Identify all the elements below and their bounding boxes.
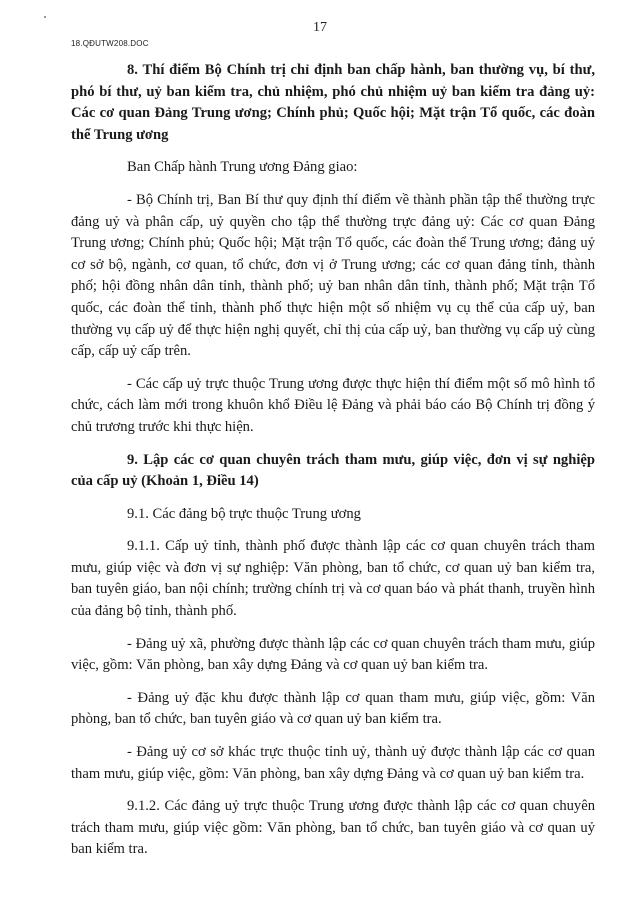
section-8-heading: 8. Thí điểm Bộ Chính trị chỉ định ban chấp hành, ban thường vụ, bí thư, phó bí thư, uỷ ban kiểm tra, chủ nhiệm, phó chủ nhiệm uỷ ban kiểm tra đảng uỷ: Các cơ quan Đảng Trung ương; Chính phủ; Quốc hội; Mặt trận Tổ quốc, các đoàn thể Trung ương bbox=[71, 62, 595, 143]
paragraph-bo-chinh-tri: - Bộ Chính trị, Ban Bí thư quy định thí điểm về thành phần tập thể thường trực đảng uỷ và phân cấp, uỷ quyền cho tập thể thường trực đảng uỷ: Các cơ quan Đảng Trung ương; Chính phủ; Quốc hội; Mặt trận Tổ quốc, các đoàn thể Trung ương; đảng uỷ cơ sở bộ, ngành, cơ quan, tổ chức, đơn vị ở Trung ương; các cơ quan đảng tỉnh, thành phố; hội đồng nhân dân tỉnh, thành phố; uỷ ban nhân dân tỉnh, thành phố; Mặt trận Tổ quốc, các đoàn thể tỉnh, thành phố thực hiện một số nhiệm vụ cụ thể của cấp uỷ, ban thường vụ cấp uỷ để thực hiện nghị quyết, chỉ thị của cấp uỷ, ban thường vụ cấp uỷ cùng cấp, cấp uỷ cấp trên. bbox=[71, 191, 595, 360]
paragraph-ban-chap-hanh: Ban Chấp hành Trung ương Đảng giao: bbox=[127, 159, 358, 176]
document-body bbox=[71, 60, 595, 861]
paragraph-dang-uy-co-so: - Đảng uỷ cơ sở khác trực thuộc tỉnh uỷ, thành uỷ được thành lập các cơ quan tham mưu, giúp việc, gồm: Văn phòng, ban xây dựng Đảng và cơ quan uỷ ban kiểm tra. bbox=[71, 744, 595, 782]
page-number: 17 bbox=[313, 20, 327, 35]
section-9-heading: 9. Lập các cơ quan chuyên trách tham mưu, giúp việc, đơn vị sự nghiệp của cấp uỷ (Khoản 1, Điều 14) bbox=[71, 451, 595, 490]
paragraph-9-1-1: 9.1.1. Cấp uỷ tỉnh, thành phố được thành lập các cơ quan chuyên trách tham mưu, giúp việc và đơn vị sự nghiệp: Văn phòng, ban tổ chức, cơ quan uỷ ban kiểm tra, ban tuyên giáo, ban nội chính; trường chính trị và cơ quan báo và phát thanh, truyền hình của đảng bộ tỉnh, thành phố. bbox=[71, 538, 595, 620]
paragraph-dang-uy-dac-khu: - Đảng uỷ đặc khu được thành lập cơ quan tham mưu, giúp việc, gồm: Văn phòng, ban tổ chức, ban tuyên giáo và cơ quan uỷ ban kiểm tra. bbox=[71, 689, 595, 728]
paragraph-9-1: 9.1. Các đảng bộ trực thuộc Trung ương bbox=[127, 505, 361, 522]
paragraph-9-1-2: 9.1.2. Các đảng uỷ trực thuộc Trung ương được thành lập các cơ quan chuyên trách tham mưu, giúp việc gồm: Văn phòng, ban tổ chức, ban tuyên giáo và cơ quan uỷ ban kiểm tra. bbox=[71, 798, 595, 858]
file-label: 18.QĐUTW208.DOC bbox=[71, 39, 149, 48]
paragraph-dang-uy-xa: - Đảng uỷ xã, phường được thành lập các cơ quan chuyên trách tham mưu, giúp việc, gồm: Văn phòng, ban xây dựng Đảng và cơ quan uỷ ban kiểm tra. bbox=[71, 635, 595, 674]
paragraph-cac-cap-uy: - Các cấp uỷ trực thuộc Trung ương được thực hiện thí điểm một số mô hình tổ chức, cách làm mới trong khuôn khổ Điều lệ Đảng và phải báo cáo Bộ Chính trị đồng ý chủ trương trước khi thực hiện. bbox=[71, 375, 595, 435]
scan-speck bbox=[44, 16, 46, 18]
